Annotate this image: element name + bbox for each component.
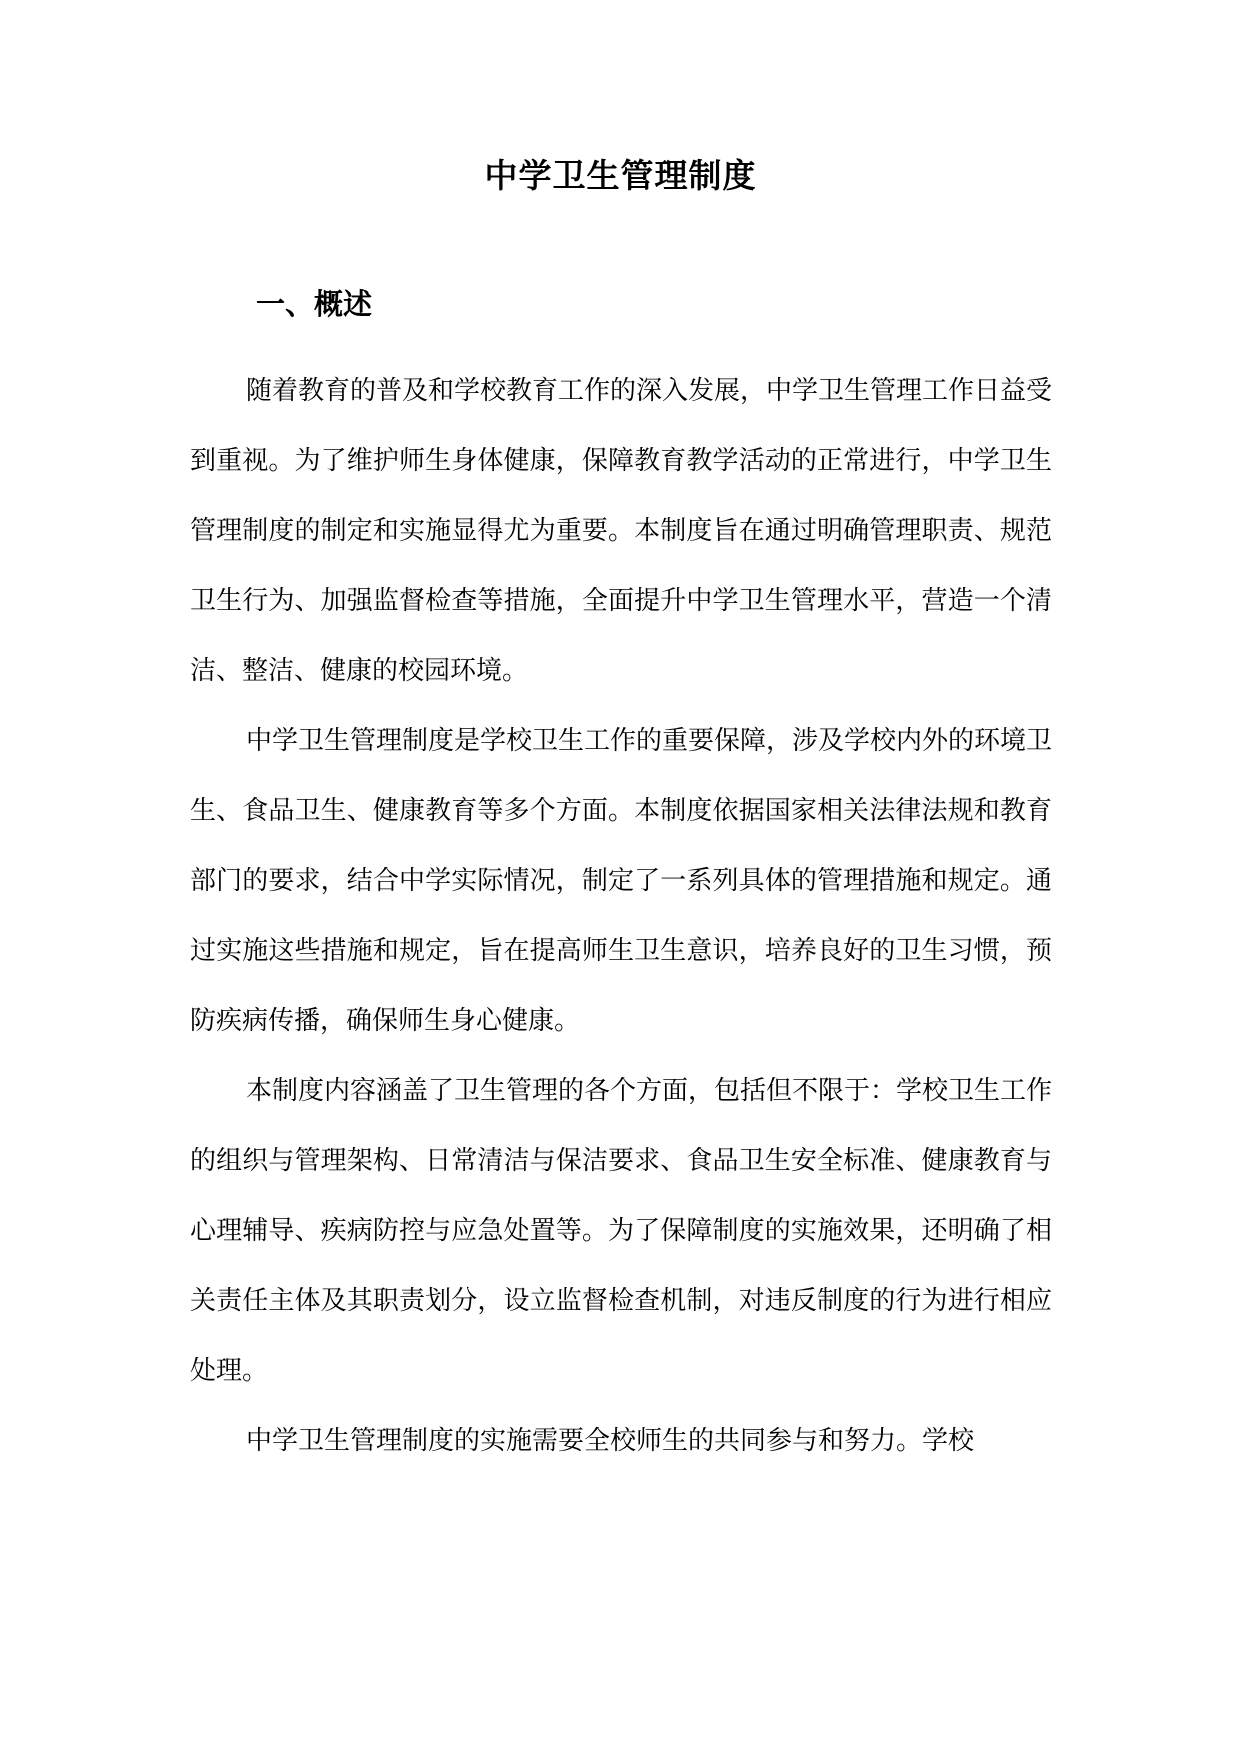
document-body	[190, 356, 1052, 1476]
paragraph: 本制度内容涵盖了卫生管理的各个方面，包括但不限于：学校卫生工作的组织与管理架构、日常清洁与保洁要求、食品卫生安全标准、健康教育与心理辅导、疾病防控与应急处置等。为了保障制度的实施效果，还明确了相关责任主体及其职责划分，设立监督检查机制，对违反制度的行为进行相应处理。	[190, 1076, 1053, 1386]
paragraph: 随着教育的普及和学校教育工作的深入发展，中学卫生管理工作日益受到重视。为了维护师生身体健康，保障教育教学活动的正常进行，中学卫生管理制度的制定和实施显得尤为重要。本制度旨在通过明确管理职责、规范卫生行为、加强监督检查等措施，全面提升中学卫生管理水平，营造一个清洁、整洁、健康的校园环境。	[190, 376, 1053, 686]
document-title: 中学卫生管理制度	[484, 156, 757, 195]
paragraph: 中学卫生管理制度是学校卫生工作的重要保障，涉及学校内外的环境卫生、食品卫生、健康教育等多个方面。本制度依据国家相关法律法规和教育部门的要求，结合中学实际情况，制定了一系列具体的管理措施和规定。通过实施这些措施和规定，旨在提高师生卫生意识，培养良好的卫生习惯，预防疾病传播，确保师生身心健康。	[190, 726, 1053, 1036]
paragraph: 中学卫生管理制度的实施需要全校师生的共同参与和努力。学校	[246, 1426, 975, 1456]
section-heading-overview: 一、概述	[256, 287, 373, 321]
